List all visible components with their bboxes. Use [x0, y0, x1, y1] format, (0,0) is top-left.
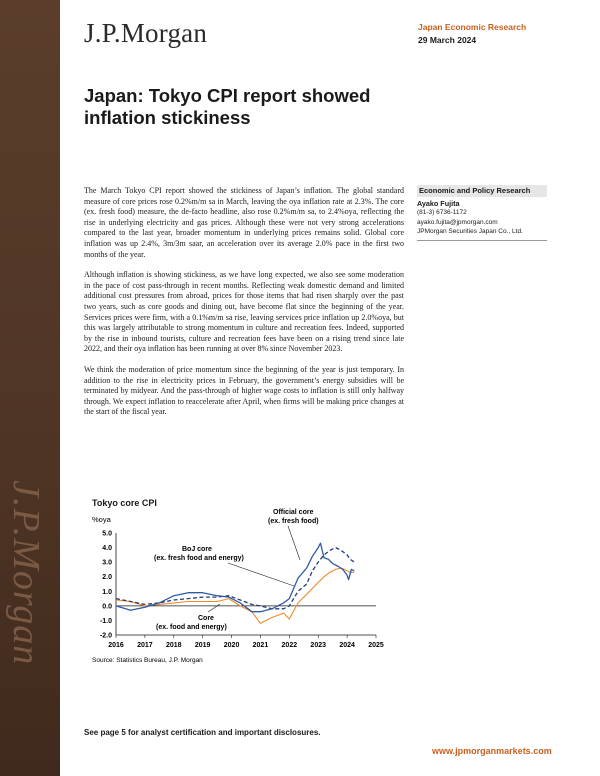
annotation-official-1: Official core	[273, 509, 314, 516]
x-tick-label: 2016	[108, 642, 124, 649]
x-tick-label: 2021	[252, 642, 269, 649]
disclosure-note[interactable]: See page 5 for analyst certification and important disclosures.	[84, 728, 321, 737]
annotation-core-2: (ex. food and energy)	[156, 624, 227, 631]
x-tick-label: 2020	[223, 642, 240, 649]
series-official-core-line	[116, 543, 354, 612]
jpmorgan-logo: J.P.Morgan	[84, 18, 208, 48]
chart-annotations	[154, 509, 319, 631]
analyst-email[interactable]: ayako.fujita@jpmorgan.com	[417, 218, 498, 226]
analyst-box	[417, 185, 547, 241]
y-tick-label: 0.0	[102, 603, 112, 611]
report-title: Japan: Tokyo CPI report showed inflation stickiness	[84, 85, 371, 128]
body-paragraph: The March Tokyo CPI report showed the stickiness of Japan’s inflation. The global standard measure of core prices rose 0.2%m/m sa in March, leaving the oya inflation rate at 2.3%. The core (ex. fresh food) measure, the de-facto headline, also rose 0.2%m/m sa, to 2.4%oya, reflecting the rise in underlying electricity and gas prices. Although these were not very strong accelerations compared to the last year, broader momentum in underlying prices remains solid. Global core inflation was up 2.4%, 3m/3m saar, an acceleration over its average 2.0% pace in the first two months of the year.	[84, 186, 404, 259]
report-body	[84, 186, 404, 428]
x-tick-label: 2023	[310, 642, 327, 649]
x-tick-label: 2018	[165, 642, 182, 649]
body-paragraph: Although inflation is showing stickiness, as we have long expected, we also see some moderation in the pace of cost pass-through in recent months. Reflecting weak domestic demand and limited additional cost pressures from abroad, prices for those items that had risen sharply over the past two years, such as core goods and dining out, have become flat since the beginning of the year. Services prices were firm, with a 0.1%m/m sa rise, leaving services price inflation up 2.0%oya, but this was largely attributable to strong momentum in culture and recreation fees. Indeed, supported by the rise in inbound tourists, culture and recreation fees have been on a rising trend since late 2022, and their oya inflation has been running at over 8% since November 2023.	[84, 270, 404, 354]
x-tick-label: 2025	[368, 642, 384, 649]
x-tick-label: 2024	[339, 642, 355, 649]
analyst-section: Economic and Policy Research	[417, 185, 547, 197]
chart-source: Source: Statistics Bureau, J.P. Morgan	[92, 657, 203, 664]
y-tick-label: 5.0	[102, 530, 112, 538]
footer-link[interactable]: www.jpmorganmarkets.com	[432, 746, 552, 756]
brand-sidebar	[0, 0, 60, 776]
annotation-core-1: Core	[198, 615, 214, 622]
y-tick-label: -1.0	[99, 617, 112, 625]
analyst-phone: (81-3) 6736-1172	[417, 209, 467, 216]
analyst-name: Ayako Fujita	[417, 198, 460, 208]
tokyo-cpi-chart	[88, 508, 388, 668]
series-core-line	[116, 568, 354, 623]
y-tick-label: -2.0	[99, 632, 112, 640]
chart-axes	[100, 531, 384, 650]
sidebar-watermark: J.P.Morgan	[5, 480, 47, 666]
report-series: Japan Economic Research	[418, 22, 527, 32]
annotation-boj-2: (ex. fresh food and energy)	[154, 555, 244, 562]
x-tick-label: 2017	[137, 642, 153, 649]
chart-title: Tokyo core CPI	[92, 498, 157, 508]
y-tick-label: 1.0	[102, 588, 112, 596]
y-axis-label: %oya	[92, 515, 111, 524]
y-tick-label: 3.0	[102, 559, 112, 567]
report-header	[418, 22, 526, 45]
analyst-firm: JPMorgan Securities Japan Co., Ltd.	[417, 228, 523, 235]
body-paragraph: We think the moderation of price momentum since the beginning of the year is just temporary. In addition to the rise in electricity prices in February, the government’s energy subsidies will be terminated by midyear. And the pass-through of higher wage costs to inflation is still only halfway through. We expect inflation to reaccelerate after April, when firms will be making price changes at the start of the fiscal year.	[84, 364, 404, 417]
report-date: 29 March 2024	[418, 35, 477, 45]
x-tick-label: 2022	[281, 642, 298, 649]
y-tick-label: 4.0	[102, 545, 112, 553]
analyst-divider	[417, 240, 547, 241]
annotation-boj-1: BoJ core	[182, 546, 212, 553]
annotation-official-2: (ex. fresh food)	[268, 518, 319, 525]
x-tick-label: 2019	[194, 642, 211, 649]
y-tick-label: 2.0	[102, 574, 112, 582]
